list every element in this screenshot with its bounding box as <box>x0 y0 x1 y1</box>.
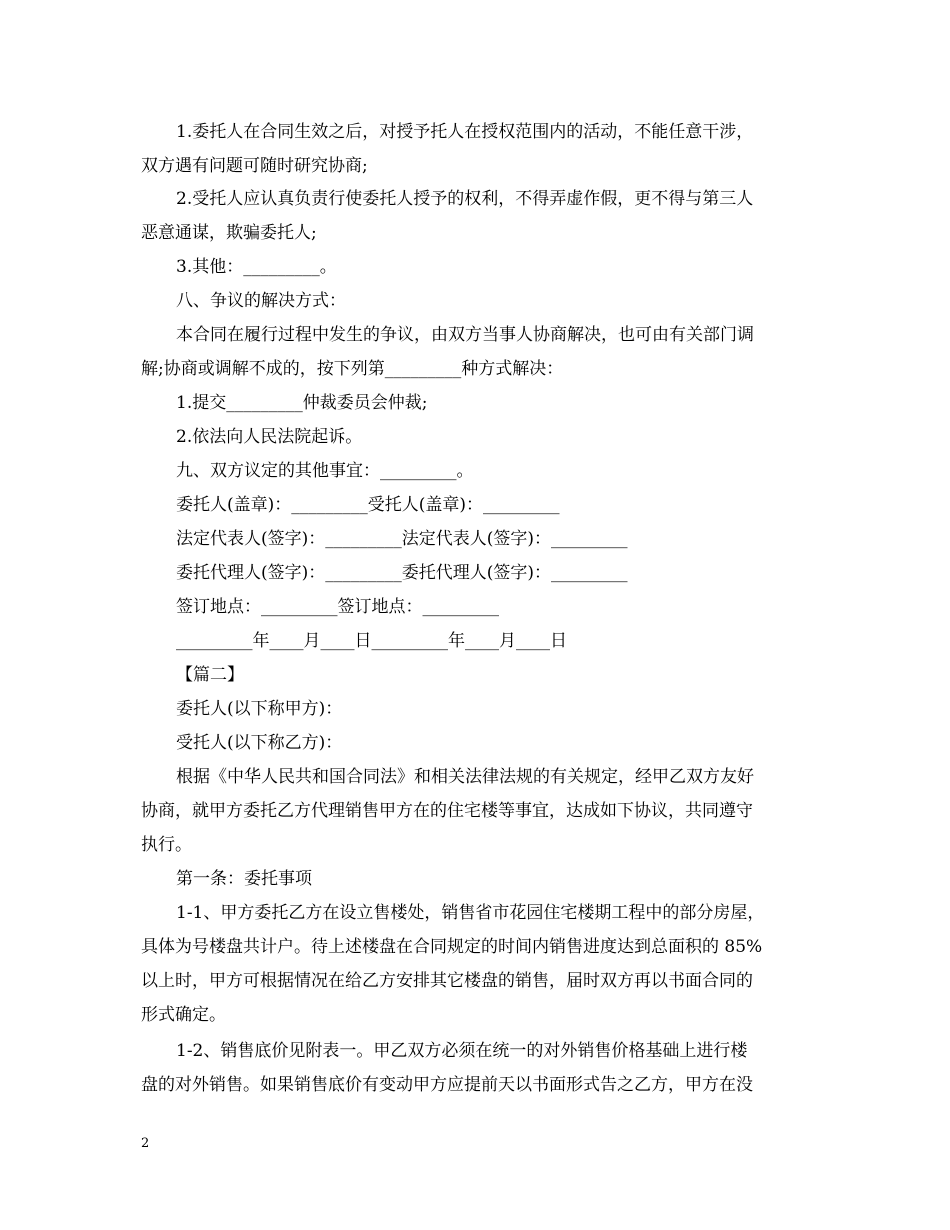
text-line: 1-1、甲方委托乙方在设立售楼处，销售省市花园住宅楼期工程中的部分房屋， <box>176 903 765 923</box>
text-line: 协商，就甲方委托乙方代理销售甲方在的住宅楼等事宜，达成如下协议，共同遵守 <box>141 801 753 821</box>
date-line: _________年____月____日_________年____月____日 <box>176 631 567 651</box>
signature-line: 签订地点：_________签订地点：_________ <box>176 597 499 617</box>
text-line: 委托人(以下称甲方)： <box>176 699 343 719</box>
text-line: 2.受托人应认真负责行使委托人授予的权利，不得弄虚作假，更不得与第三人 <box>176 189 754 209</box>
text-line: 具体为号楼盘共计户。待上述楼盘在合同规定的时间内销售进度达到总面积的 85% <box>141 937 763 957</box>
text-line: 1-2、销售底价见附表一。甲乙双方必须在统一的对外销售价格基础上进行楼 <box>176 1041 748 1061</box>
section-heading: 九、双方议定的其他事宜：_________。 <box>176 461 474 481</box>
section-heading: 八、争议的解决方式： <box>176 291 346 311</box>
article-heading: 第一条：委托事项 <box>176 869 312 889</box>
text-line: 受托人(以下称乙方)： <box>176 733 343 753</box>
signature-line: 委托人(盖章)：_________受托人(盖章)：_________ <box>176 495 560 515</box>
text-line: 恶意通谋，欺骗委托人; <box>141 223 317 243</box>
text-line: 本合同在履行过程中发生的争议，由双方当事人协商解决，也可由有关部门调 <box>176 325 754 345</box>
text-line: 2.依法向人民法院起诉。 <box>176 427 363 447</box>
text-line: 1.提交_________仲裁委员会仲裁; <box>176 393 428 413</box>
text-line: 盘的对外销售。如果销售底价有变动甲方应提前天以书面形式告之乙方，甲方在没 <box>141 1075 753 1095</box>
signature-line: 法定代表人(签字)：_________法定代表人(签字)：_________ <box>176 529 628 549</box>
text-line: 根据《中华人民共和国合同法》和相关法律法规的有关规定，经甲乙双方友好 <box>176 767 754 787</box>
page-number: 2 <box>141 1136 150 1151</box>
text-line: 执行。 <box>141 835 192 855</box>
text-line: 解;协商或调解不成的，按下列第_________种方式解决： <box>141 359 564 379</box>
text-line: 1.委托人在合同生效之后，对授予托人在授权范围内的活动，不能任意干涉， <box>176 122 754 142</box>
text-line: 双方遇有问题可随时研究协商; <box>141 156 368 176</box>
part-heading: 【篇二】 <box>176 665 244 685</box>
text-line: 以上时，甲方可根据情况在给乙方安排其它楼盘的销售，届时双方再以书面合同的 <box>141 971 753 991</box>
text-line: 形式确定。 <box>141 1005 226 1025</box>
signature-line: 委托代理人(签字)：_________委托代理人(签字)：_________ <box>176 563 628 583</box>
text-line: 3.其他：_________。 <box>176 257 337 277</box>
